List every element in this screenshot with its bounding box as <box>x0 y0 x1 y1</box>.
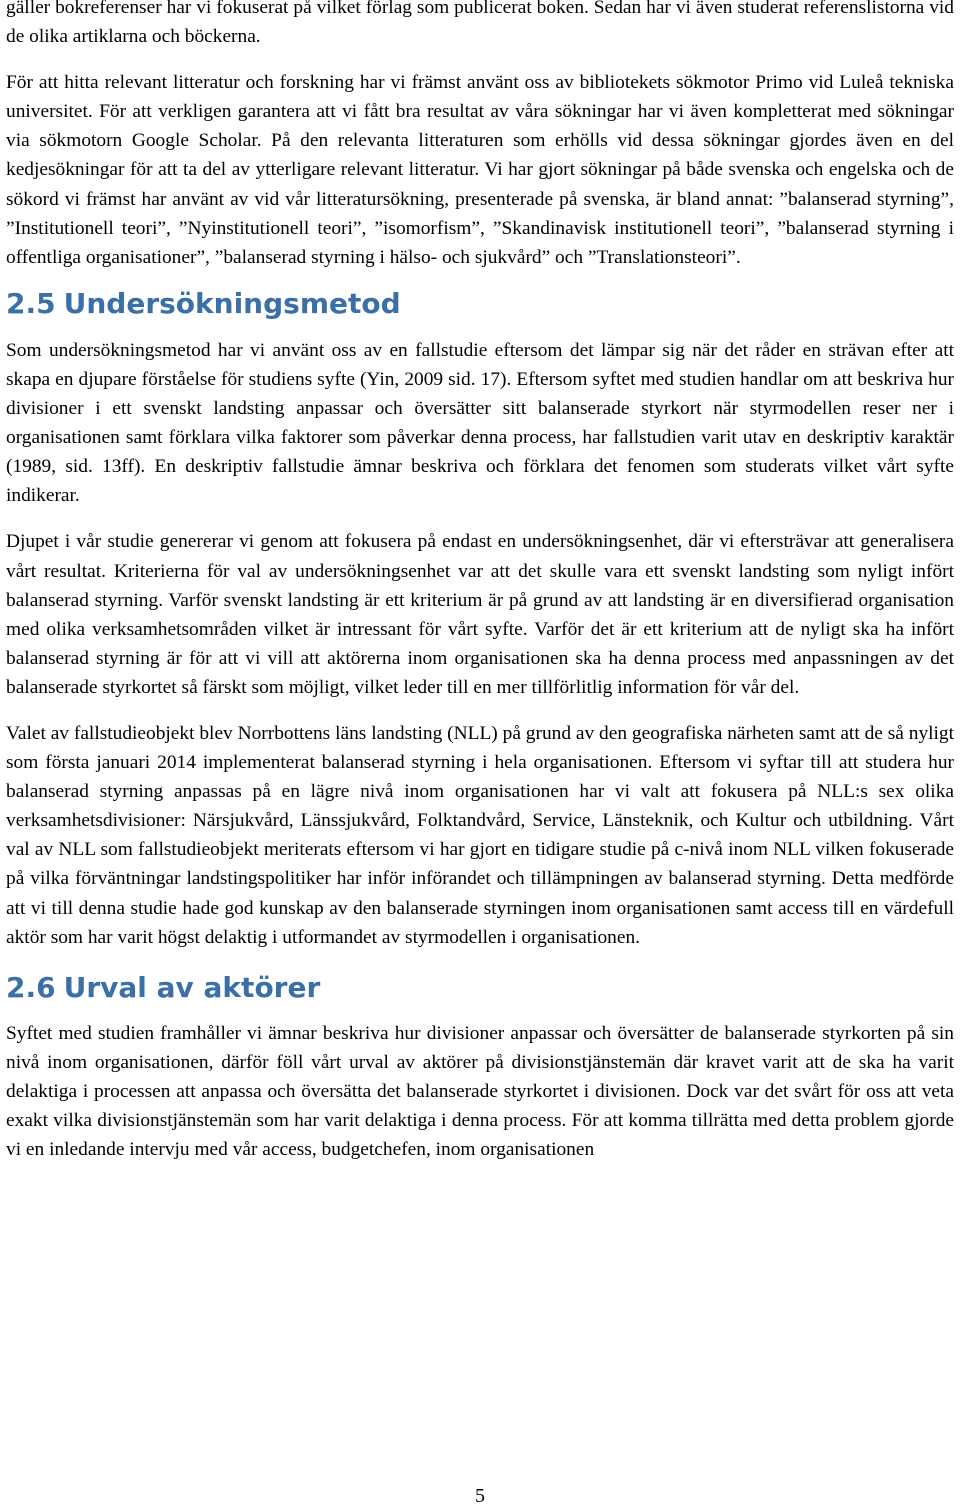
section-number: 2.6 <box>6 970 56 1004</box>
section-heading-urval-av-aktorer <box>6 970 954 1006</box>
section-title: Urval av aktörer <box>63 970 321 1004</box>
paragraph-reference-sources: gäller bokreferenser har vi fokuserat på vilket förlag som publicerat boken. Sedan har vi även studerat referenslistorna vid de olika artiklarna och böckerna. <box>6 0 954 48</box>
section-title: Undersökningsmetod <box>63 286 401 320</box>
page-number: 5 <box>475 1485 485 1507</box>
section-number: 2.5 <box>6 286 56 320</box>
paragraph-case-selection: Valet av fallstudieobjekt blev Norrbottens läns landsting (NLL) på grund av den geografiska närheten samt att de så nyligt som första januari 2014 implementerat balanserad styrning i hela organisationen. Eftersom vi syftar till att studera hur balanserad styrning anpassas på en lägre nivå inom organisationen har vi valt att fokusera på NLL:s sex olika verksamhetsdivisioner: Närsjukvård, Länssjukvård, Folktandvård, Service, Länsteknik, och Kultur och utbildning. Vårt val av NLL som fallstudieobjekt meriterats eftersom vi har gjort en tidigare studie på c-nivå inom NLL vilken fokuserade på vilka förväntningar landstingspolitiker har inför införandet och tillämpningen av balanserad styrning. Detta medförde att vi till denna studie hade god kunskap av den balanserade styrningen inom organisationen samt access till en värdefull aktör som har varit högst delaktig i utformandet av styrmodellen i organisationen. <box>6 722 954 948</box>
section-heading-undersokningsmetod <box>6 286 954 322</box>
paragraph-actor-selection: Syftet med studien framhåller vi ämnar beskriva hur divisioner anpassar och översätter de balanserade styrkorten på sin nivå inom organisationen, därför föll vårt urval av aktörer på divisionstjänstemän där kravet varit att de ska ha varit delaktiga i processen att anpassa och översätta det balanserade styrkortet i divisionen. Dock var det svårt för oss att veta exakt vilka divisionstjänstemän som har varit delaktiga i denna process. För att komma tillrätta med detta problem gjorde vi en inledande intervju med vår access, budgetchefen, inom organisationen <box>6 1022 954 1161</box>
paragraph-search-method: För att hitta relevant litteratur och forskning har vi främst använt oss av bibliotekets sökmotor Primo vid Luleå tekniska universitet. För att verkligen garantera att vi fått bra resultat av våra sökningar har vi även kompletterat med sökningar via sökmotorn Google Scholar. På den relevanta litteraturen som erhölls vid dessa sökningar gjordes även en del kedjesökningar för att ta del av ytterligare relevant litteratur. Vi har gjort sökningar på både svenska och engelska och de sökord vi främst har använt av vid vår litteratursökning, presenterade på svenska, är bland annat: ”balanserad styrning”, ”Institutionell teori”, ”Nyinstitutionell teori”, ”isomorfism”, ”Skandinavisk institutionell teori”, ”balanserad styrning i offentliga organisationer”, ”balanserad styrning i hälso- och sjukvård” och ”Translationsteori”. <box>6 72 954 268</box>
paragraph-case-study: Som undersökningsmetod har vi använt oss av en fallstudie eftersom det lämpar sig när det råder en strävan efter att skapa en djupare förståelse för studiens syfte (Yin, 2009 sid. 17). Eftersom syftet med studien handlar om att beskriva hur divisioner i ett svenskt landsting anpassar och översätter sitt balanserade styrkort när styrmodellen reser ner i organisationen samt förklara vilka faktorer som påverkar denna process, har fallstudien varit utav en deskriptiv karaktär (1989, sid. 13ff). En deskriptiv fallstudie ämnar beskriva och förklara det fenomen som studerats vilket vårt syfte indikerar. <box>6 339 954 507</box>
document-page <box>6 0 954 1164</box>
paragraph-study-depth: Djupet i vår studie genererar vi genom att fokusera på endast en undersökningsenhet, där vi eftersträvar att generalisera vårt resultat. Kriterierna för val av undersökningsenhet var att det skulle vara ett svenskt landsting som nyligt infört balanserad styrning. Varför svenskt landsting är ett kriterium är på grund av att landsting är en diversifierad organisation med olika verksamhetsområden vilket är intressant för vårt syfte. Varför det är ett kriterium att de nyligt ska ha infört balanserad styrning är för att vi vill att aktörerna inom organisationen ska ha denna process med anpassningen av det balanserade styrkortet så färskt som möjligt, vilket leder till en mer tillförlitlig information för vår del. <box>6 531 954 698</box>
